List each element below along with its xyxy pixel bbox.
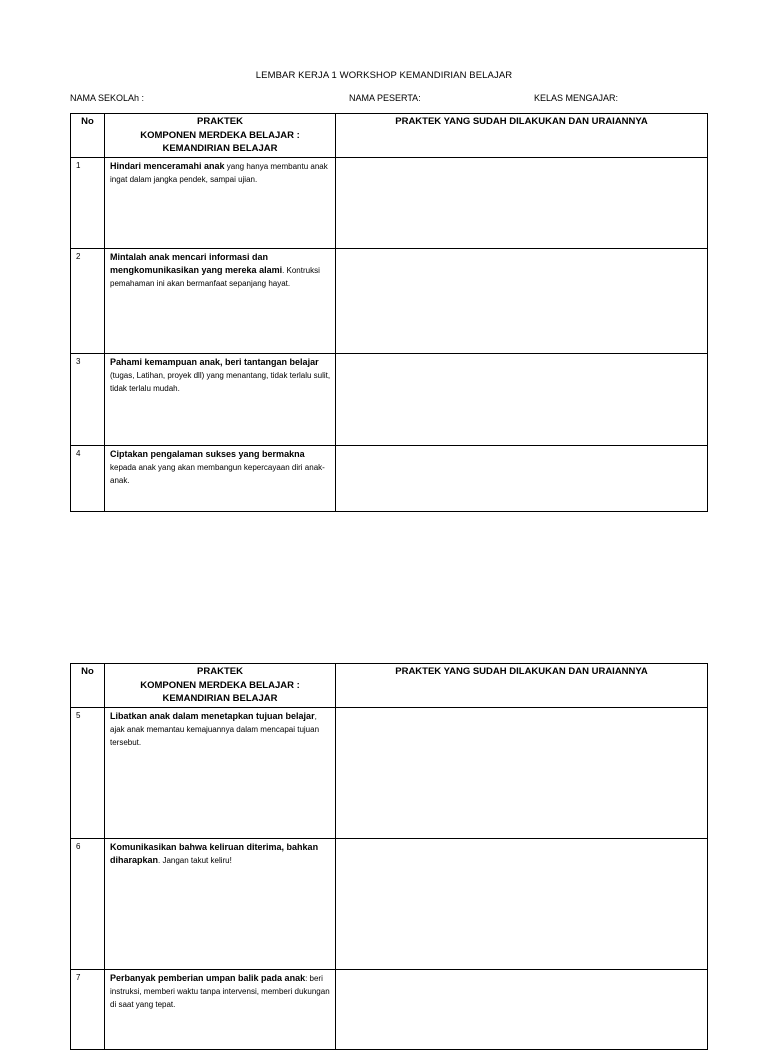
row-item-bold: Perbanyak pemberian umpan balik pada anak: [110, 973, 306, 983]
worksheet-table-1: [70, 113, 708, 512]
row-number: 2: [71, 249, 105, 354]
answer-cell[interactable]: [336, 249, 708, 354]
table-row: [71, 446, 708, 512]
header-praktek-line1: PRAKTEK: [197, 666, 243, 677]
row-item-text: kepada anak yang akan membangun kepercayaan diri anak-anak.: [110, 463, 325, 485]
answer-cell[interactable]: [336, 708, 708, 839]
row-item-text: , ajak anak memantau kemajuannya dalam mencapai tujuan tersebut.: [110, 712, 320, 747]
answer-cell[interactable]: [336, 158, 708, 249]
row-item-bold: Komunikasikan bahwa keliruan diterima, bahkan diharapkan: [110, 842, 319, 865]
row-item-text: : beri instruksi, memberi waktu tanpa intervensi, memberi dukungan di saat yang tepat.: [110, 974, 330, 1009]
row-item: [105, 708, 336, 839]
row-number: 4: [71, 446, 105, 512]
row-item-bold: Hindari menceramahi anak: [110, 161, 225, 171]
header-praktek-line3: KEMANDIRIAN BELAJAR: [162, 143, 278, 154]
table-row: [71, 249, 708, 354]
table-row: [71, 839, 708, 970]
row-item: [105, 249, 336, 354]
row-item: [105, 970, 336, 1050]
header-no: No: [71, 664, 105, 708]
row-item-bold: Pahami kemampuan anak, beri tantangan belajar: [110, 357, 319, 367]
worksheet-table-2: [70, 663, 708, 1050]
table-row: [71, 708, 708, 839]
row-number: 3: [71, 354, 105, 446]
row-item: [105, 354, 336, 446]
header-praktek-line3: KEMANDIRIAN BELAJAR: [162, 693, 278, 704]
row-item: [105, 446, 336, 512]
row-item-bold: Libatkan anak dalam menetapkan tujuan belajar: [110, 711, 315, 721]
row-number: 1: [71, 158, 105, 249]
header-praktek: [105, 114, 336, 158]
participant-name-label: NAMA PESERTA:: [349, 93, 421, 103]
row-item-bold: Mintalah anak mencari informasi dan mengkomunikasikan yang mereka alami: [110, 252, 283, 275]
page-title: LEMBAR KERJA 1 WORKSHOP KEMANDIRIAN BELAJAR: [255, 70, 513, 81]
header-praktek-line2: KOMPONEN MERDEKA BELAJAR :: [140, 129, 300, 141]
answer-cell[interactable]: [336, 970, 708, 1050]
table-header-row: [71, 664, 708, 708]
header-uraian: PRAKTEK YANG SUDAH DILAKUKAN DAN URAIANNYA: [336, 114, 708, 158]
row-item-text: yang hanya membantu anak ingat dalam jangka pendek, sampai ujian.: [110, 162, 328, 184]
header-praktek-line2: KOMPONEN MERDEKA BELAJAR :: [140, 679, 300, 691]
row-number: 5: [71, 708, 105, 839]
answer-cell[interactable]: [336, 354, 708, 446]
table-row: [71, 158, 708, 249]
row-number: 7: [71, 970, 105, 1050]
row-item-text: . Kontruksi pemahaman ini akan bermanfaat sepanjang hayat.: [110, 266, 320, 288]
header-uraian: PRAKTEK YANG SUDAH DILAKUKAN DAN URAIANNYA: [336, 664, 708, 708]
row-item-bold: Ciptakan pengalaman sukses yang bermakna: [110, 449, 305, 459]
table-row: [71, 970, 708, 1050]
row-number: 6: [71, 839, 105, 970]
row-item-text: . Jangan takut keliru!: [158, 856, 232, 865]
school-name-label: NAMA SEKOLAh :: [70, 93, 145, 103]
row-item-text: (tugas, Latihan, proyek dll) yang menantang, tidak terlalu sulit, tidak terlalu mudah.: [110, 371, 331, 393]
header-praktek-line1: PRAKTEK: [197, 116, 243, 127]
answer-cell[interactable]: [336, 446, 708, 512]
answer-cell[interactable]: [336, 839, 708, 970]
table-header-row: [71, 114, 708, 158]
row-item: [105, 839, 336, 970]
header-no: No: [71, 114, 105, 158]
header-praktek: [105, 664, 336, 708]
table-row: [71, 354, 708, 446]
class-label: KELAS MENGAJAR:: [534, 93, 619, 103]
row-item: [105, 158, 336, 249]
